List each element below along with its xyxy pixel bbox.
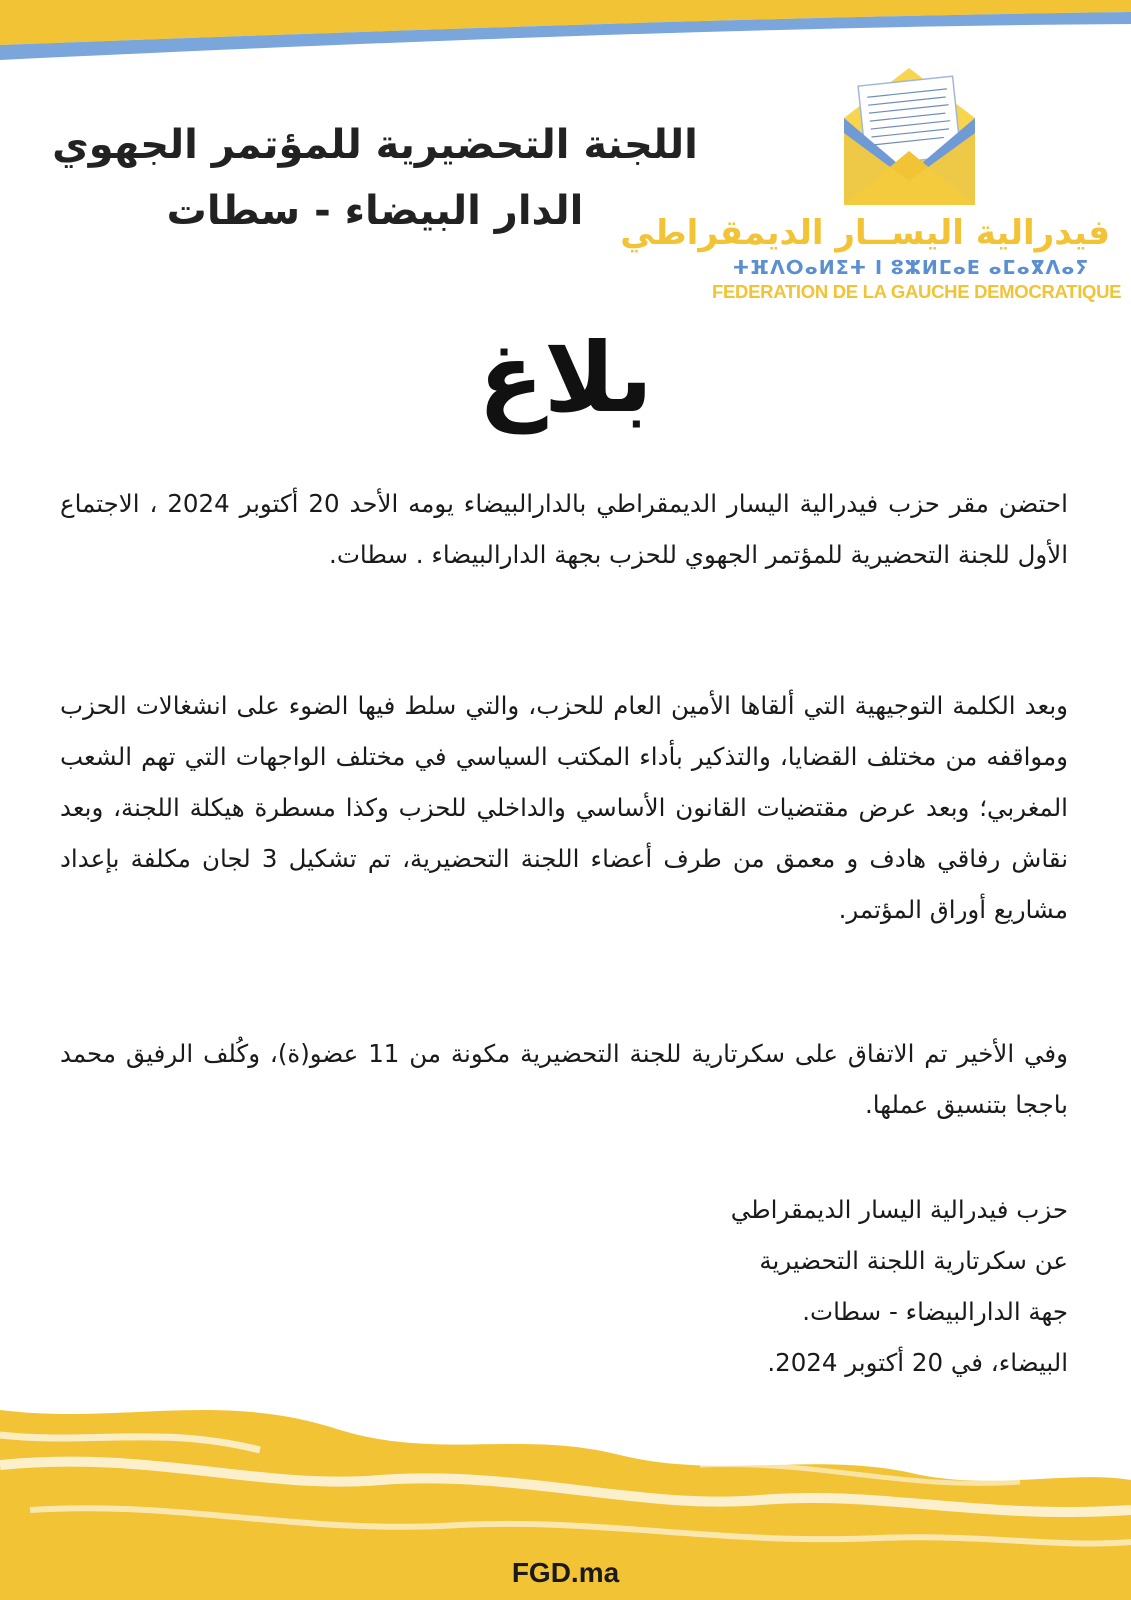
- party-logo: [620, 55, 1122, 315]
- signature-secretariat: عن سكرتارية اللجنة التحضيرية: [759, 1246, 1068, 1275]
- envelope-icon: [842, 63, 977, 213]
- website-url: FGD.ma: [511, 1557, 620, 1588]
- signature-block: [560, 1184, 1068, 1388]
- signature-region: جهة الدارالبيضاء - سطات.: [802, 1297, 1068, 1326]
- logo-arabic-name: فيدرالية اليســار الديمقراطي: [620, 213, 1110, 253]
- signature-party: حزب فيدرالية اليسار الديمقراطي: [730, 1195, 1068, 1224]
- announcement-heading: بلاغ: [478, 322, 653, 434]
- title-line-2: الدار البيضاء - سطات: [166, 188, 584, 234]
- title-line-1: اللجنة التحضيرية للمؤتمر الجهوي: [52, 122, 698, 168]
- signature-date: البيضاء، في 20 أكتوبر 2024.: [767, 1348, 1068, 1377]
- paragraph-2: وبعد الكلمة التوجيهية التي ألقاها الأمين العام للحزب، والتي سلط فيها الضوء على انشغالات الحزب ومواقفه من مختلف القضايا، والتذكير بأداء المكتب السياسي في مختلف الواجهات التي تهم الشعب المغربي؛ وبعد عرض مقتضيات القانون الأساسي والداخلي للحزب وكذا مسطرة هيكلة اللجنة، وبعد نقاش رفاقي هادف و معمق من طرف أعضاء اللجنة التحضيرية، تم تشكيل 3 لجان مكلفة بإعداد مشاريع أوراق المؤتمر.: [60, 691, 1069, 924]
- paragraph-1: احتضن مقر حزب فيدرالية اليسار الديمقراطي بالدارالبيضاء يومه الأحد 20 أكتوبر 2024 ، الاجتماع الأول للجنة التحضيرية للمؤتمر الجهوي للحزب بجهة الدارالبيضاء . سطات.: [60, 489, 1068, 569]
- paragraph-3: وفي الأخير تم الاتفاق على سكرتارية للجنة التحضيرية مكونة من 11 عضو(ة)، وكُلف الرفيق محمد باججا بتنسيق عملها.: [60, 1039, 1068, 1119]
- logo-french-name: FEDERATION DE LA GAUCHE DEMOCRATIQUE: [712, 281, 1122, 302]
- logo-tifinagh-name: ⵜⴼⴷⵔⴰⵍⵉⵜ ⵏ ⵓⵣⵍⵎⴰⴹ ⴰⵎⴰⴳⴷⴰⵢ: [732, 257, 1090, 279]
- page-title: [30, 112, 720, 244]
